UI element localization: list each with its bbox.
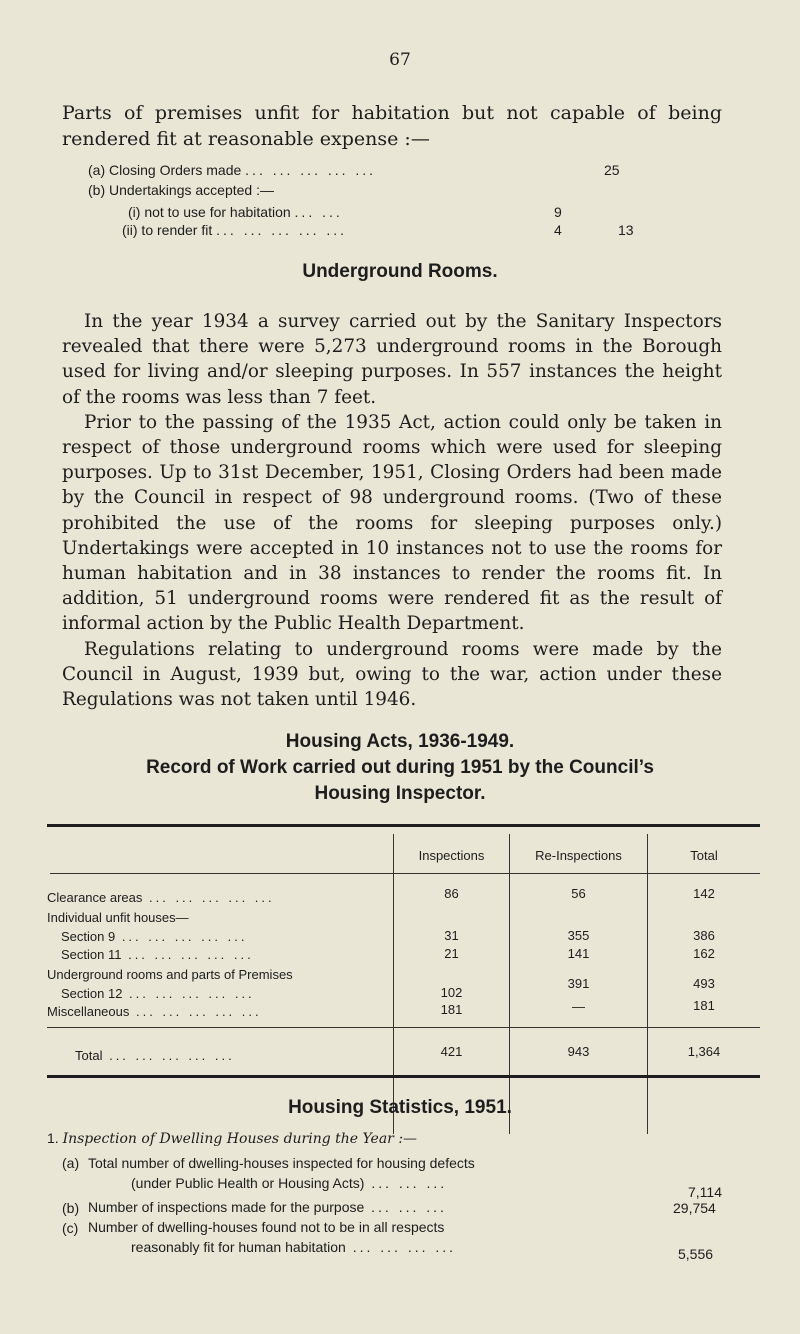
- underground-paragraph-3: Regulations relating to underground rooms were made by the Council in August, 1939 but, owing to the war, action under these Regulations was not taken until 1946.: [62, 638, 722, 711]
- table-row-label: Clearance areas ... ... ... ... ...: [47, 890, 275, 905]
- table-cell-total: 142: [693, 886, 715, 901]
- table-row-label: Section 12 ... ... ... ... ...: [61, 986, 255, 1001]
- statistics-b-value: 29,754: [673, 1200, 716, 1216]
- table-cell-inspections: 86: [444, 886, 459, 901]
- table-total-total: 1,364: [687, 1044, 721, 1059]
- table-total-inspections: 421: [440, 1044, 463, 1059]
- table-cell-total: 181: [693, 998, 715, 1013]
- intro-item-b2-value: 4: [554, 222, 562, 238]
- statistics-b-label: (b): [62, 1200, 80, 1216]
- column-header-inspections: Inspections: [418, 848, 485, 863]
- intro-item-b1-value: 9: [554, 204, 562, 220]
- table-cell-reinspections: —: [572, 999, 585, 1014]
- table-bottom-rule: [47, 1075, 760, 1078]
- intro-item-a-label: (a) Closing Orders made: [88, 162, 242, 178]
- table-row-label: Section 9 ... ... ... ... ...: [61, 929, 248, 944]
- intro-item-b2-label: (ii) to render fit: [122, 222, 213, 238]
- column-header-reinspections: Re-Inspections: [535, 848, 622, 863]
- table-cell-inspections: 21: [444, 946, 459, 961]
- underground-paragraph-1: In the year 1934 a survey carried out by the Sanitary Inspectors revealed that there were 5,273 underground rooms in the Borough used for living and/or sleeping purposes. In 557 instances the height of the rooms was less than 7 feet.: [62, 311, 722, 408]
- table-row-label: Section 11 ... ... ... ... ...: [61, 947, 254, 962]
- table-cell-reinspections: 355: [567, 928, 590, 943]
- statistics-c-value: 5,556: [678, 1246, 714, 1262]
- table-cell-reinspections: 56: [571, 886, 586, 901]
- intro-item-b1: (i) not to use for habitation ... ...: [128, 204, 343, 220]
- housing-acts-heading: Housing Acts, 1936-1949.: [285, 731, 515, 752]
- housing-record-heading: Record of Work carried out during 1951 by the Council’s: [146, 757, 654, 778]
- table-cell-inspections: 31: [444, 928, 459, 943]
- table-cell-reinspections: 141: [567, 946, 590, 961]
- intro-item-b2: (ii) to render fit ... ... ... ... ...: [122, 222, 348, 238]
- statistics-c-line2: reasonably fit for human habitation ... ... ... ...: [131, 1239, 457, 1255]
- intro-item-a: (a) Closing Orders made ... ... ... ... ...: [88, 162, 377, 178]
- table-total-reinspections: 943: [567, 1044, 590, 1059]
- statistics-item-1-number: 1.: [47, 1130, 59, 1146]
- column-header-total: Total: [690, 848, 718, 863]
- statistics-b-line1: Number of inspections made for the purpose ... ... ...: [88, 1199, 447, 1215]
- intro-item-a-value: 25: [604, 162, 620, 178]
- statistics-c-label: (c): [62, 1220, 79, 1236]
- statistics-a-value: 7,114: [688, 1184, 722, 1200]
- intro-item-b-total: 13: [618, 222, 634, 238]
- table-total-label: Total ... ... ... ... ...: [75, 1048, 235, 1063]
- underground-body: [62, 309, 722, 712]
- page-number: 67: [389, 50, 411, 70]
- table-group-underground: Underground rooms and parts of Premises: [47, 967, 293, 982]
- table-cell-total: 493: [693, 976, 715, 991]
- table-cell-inspections: 102: [440, 985, 463, 1000]
- table-header-rule: [50, 873, 760, 874]
- intro-item-b1-label: (i) not to use for habitation: [128, 204, 291, 220]
- table-cell-total: 386: [693, 928, 715, 943]
- underground-heading: Underground Rooms.: [302, 261, 498, 282]
- statistics-c-line1: Number of dwelling-houses found not to be in all respects: [88, 1219, 445, 1235]
- statistics-heading: Housing Statistics, 1951.: [288, 1097, 512, 1118]
- statistics-item-1-title: Inspection of Dwelling Houses during the Year :—: [62, 1131, 418, 1147]
- table-row-label: Miscellaneous ... ... ... ... ...: [47, 1004, 262, 1019]
- underground-paragraph-2: Prior to the passing of the 1935 Act, action could only be taken in respect of those underground rooms which were used for sleeping purposes. Up to 31st December, 1951, Closing Orders had been made by the Council in respect of 98 underground rooms. (Two of these prohibited the use of the rooms for sleeping purposes only.) Undertakings were accepted in 10 instances not to use the rooms for human habitation and in 38 instances to render the rooms fit. In addition, 51 underground rooms were rendered fit as the result of informal action by the Public Health Department.: [62, 411, 722, 635]
- table-cell-total: 162: [693, 946, 715, 961]
- housing-inspector-heading: Housing Inspector.: [314, 783, 486, 804]
- statistics-a-line2: (under Public Health or Housing Acts) ... ... ...: [131, 1175, 448, 1191]
- table-group-individual: Individual unfit houses—: [47, 910, 189, 925]
- table-total-rule: [47, 1027, 760, 1028]
- statistics-item-1: [47, 1130, 417, 1147]
- statistics-a-label: (a): [62, 1155, 80, 1171]
- intro-item-b-label: (b) Undertakings accepted :—: [88, 182, 274, 198]
- statistics-a-line1: Total number of dwelling-houses inspected for housing defects: [88, 1155, 475, 1171]
- intro-paragraph: Parts of premises unfit for habitation but not capable of being rendered fit at reasonable expense :—: [62, 102, 722, 150]
- table-cell-reinspections: 391: [567, 976, 590, 991]
- table-column-divider: [393, 834, 394, 1134]
- table-cell-inspections: 181: [440, 1002, 463, 1017]
- table-top-rule: [47, 824, 760, 827]
